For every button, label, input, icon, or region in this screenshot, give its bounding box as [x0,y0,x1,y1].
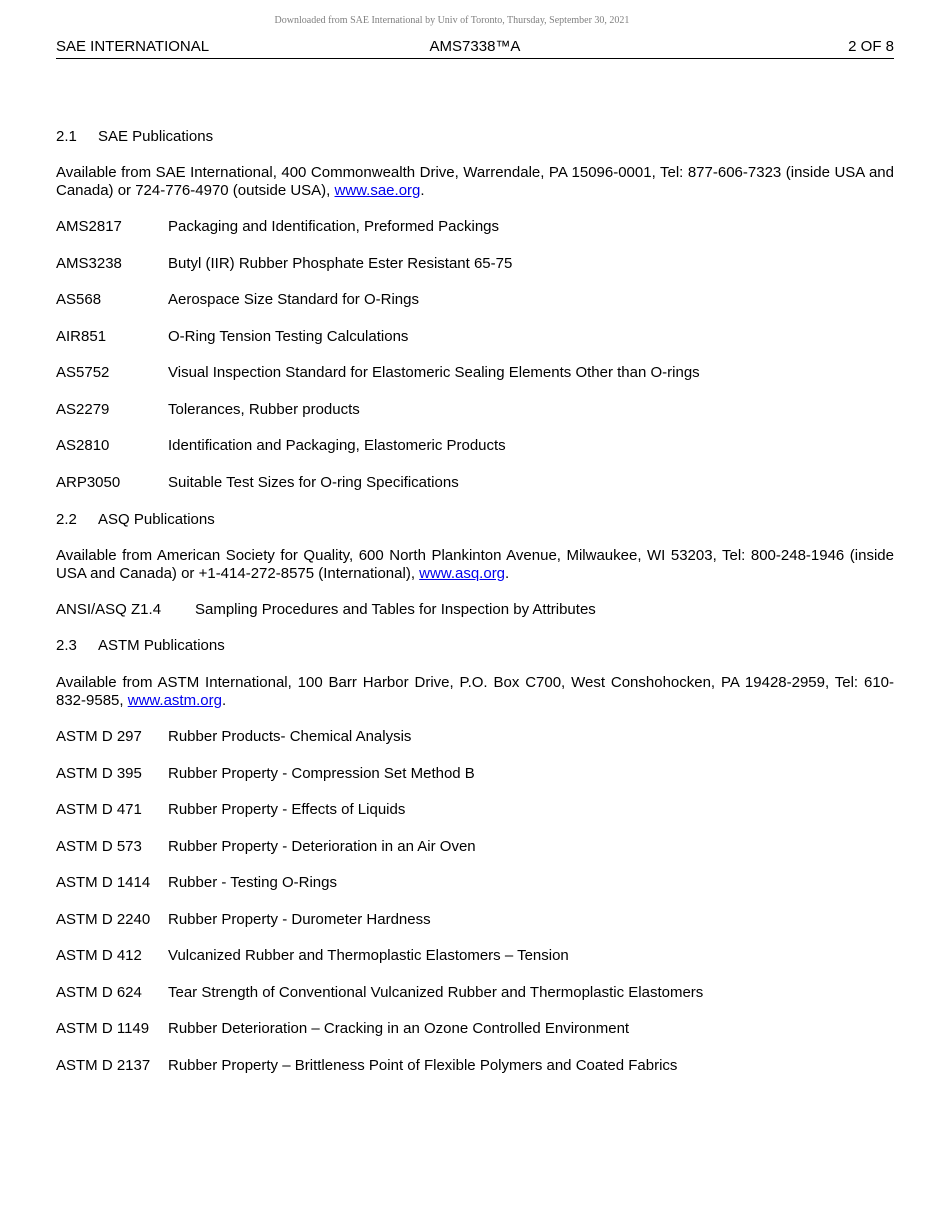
ref-row [56,838,894,856]
ref-code: AS2279 [56,400,110,418]
ref-title: Tear Strength of Conventional Vulcanized Rubber and Thermoplastic Elastomers [168,983,704,1001]
ref-title: Tolerances, Rubber products [168,400,360,418]
section-title: ASTM Publications [98,637,225,654]
ref-code: ANSI/ASQ Z1.4 [56,600,162,618]
ref-row [56,765,894,783]
ref-code: ASTM D 624 [56,983,142,1001]
ref-title: Suitable Test Sizes for O-ring Specifications [168,473,459,491]
section-intro-asq: Available from American Society for Quality, 600 North Plankinton Avenue, Milwaukee, WI 53203, Tel: 800-248-1946 (inside USA and Canada) or +1-414-272-8575 (International), www.asq.org. [56,546,894,582]
ref-row [56,291,894,309]
ref-title: Rubber - Testing O-Rings [168,874,337,891]
ref-title: Packaging and Identification, Preformed Packings [168,218,500,235]
ref-title: Rubber Property – Brittleness Point of Flexible Polymers and Coated Fabrics [168,1056,678,1074]
section-title: ASQ Publications [98,510,215,528]
ref-title: Vulcanized Rubber and Thermoplastic Elastomers – Tension [168,947,569,964]
ref-title: Visual Inspection Standard for Elastomeric Sealing Elements Other than O-rings [168,364,700,381]
ref-row [56,328,894,346]
ref-row [56,728,894,746]
sae-website-link[interactable]: www.sae.org [334,182,421,199]
ref-row [56,1057,894,1075]
ref-title: O-Ring Tension Testing Calculations [168,327,409,345]
ref-row [56,1020,894,1038]
ref-code: ASTM D 471 [56,801,142,818]
ref-row [56,401,894,419]
section-intro-astm: Available from ASTM International, 100 Barr Harbor Drive, P.O. Box C700, West Conshohocken, PA 19428-2959, Tel: 610-832-9585, www.astm.org. [56,673,894,709]
ref-code: ASTM D 573 [56,837,142,855]
ref-row [56,984,894,1002]
ref-title: Rubber Deterioration – Cracking in an Ozone Controlled Environment [168,1020,630,1037]
ref-title: Rubber Property - Durometer Hardness [168,910,431,928]
ref-row [56,364,894,382]
section-intro-sae: Available from SAE International, 400 Commonwealth Drive, Warrendale, PA 15096-0001, Tel: 877-606-7323 (inside USA and Canada) or 724-776-4970 (outside USA), www.sae.org. [56,164,894,199]
ref-code: AS2810 [56,437,110,454]
ref-title: Aerospace Size Standard for O-Rings [168,291,419,308]
section-number: 2.3 [56,637,77,654]
ref-title: Sampling Procedures and Tables for Inspection by Attributes [195,600,596,618]
header-document-id: AMS7338™A [429,38,521,55]
section-number: 2.2 [56,510,77,528]
ref-code: ASTM D 1414 [56,874,151,891]
ref-code: AIR851 [56,327,107,345]
page-header [56,38,894,59]
ref-code: AS5752 [56,364,110,381]
intro-text: Available from SAE International, 400 Commonwealth Drive, Warrendale, PA 15096-0001, Tel: 877-606-7323 (inside USA and Canada) or 724-776-4970 (outside USA), [56,164,894,199]
section-heading-astm [56,637,894,655]
ref-code: ASTM D 2137 [56,1056,151,1074]
ref-row [56,474,894,492]
ref-code: AMS3238 [56,254,122,272]
astm-website-link[interactable]: www.astm.org [127,691,222,709]
ref-row [56,947,894,965]
ref-title: Butyl (IIR) Rubber Phosphate Ester Resistant 65-75 [168,254,513,272]
ref-row [56,255,894,273]
ref-row [56,801,894,819]
asq-website-link[interactable]: www.asq.org [419,564,506,582]
section-title: SAE Publications [98,128,214,145]
section-heading-asq [56,511,894,529]
ref-code: ASTM D 395 [56,764,142,782]
header-organization: SAE INTERNATIONAL [56,38,210,55]
section-heading-sae [56,128,894,146]
ref-code: ASTM D 412 [56,947,142,964]
intro-text: Available from American Society for Quality, 600 North Plankinton Avenue, Milwaukee, WI 53203, Tel: 800-248-1946 (inside USA and Canada) or +1-414-272-8575 (International), [56,546,894,582]
ref-title: Identification and Packaging, Elastomeric Products [168,437,506,454]
ref-code: AMS2817 [56,218,122,235]
ref-title: Rubber Products- Chemical Analysis [168,728,412,745]
ref-code: ASTM D 1149 [56,1020,150,1037]
ref-code: ASTM D 2240 [56,910,151,928]
section-number: 2.1 [56,128,77,145]
download-note: Downloaded from SAE International by Univ of Toronto, Thursday, September 30, 2021 [274,15,630,26]
header-page-number: 2 OF 8 [848,38,894,55]
ref-row [56,874,894,892]
ref-row [56,911,894,929]
ref-row [56,218,894,236]
intro-text: Available from ASTM International, 100 Barr Harbor Drive, P.O. Box C700, West Conshohocken, PA 19428-2959, Tel: 610-832-9585, [56,673,894,709]
ref-code: ASTM D 297 [56,728,142,745]
ref-title: Rubber Property - Compression Set Method B [168,764,475,782]
ref-title: Rubber Property - Effects of Liquids [168,801,406,818]
ref-row [56,437,894,455]
ref-code: AS568 [56,291,102,308]
ref-title: Rubber Property - Deterioration in an Air Oven [168,837,476,855]
document-body [56,128,894,1075]
ref-row [56,601,894,619]
ref-code: ARP3050 [56,473,121,491]
